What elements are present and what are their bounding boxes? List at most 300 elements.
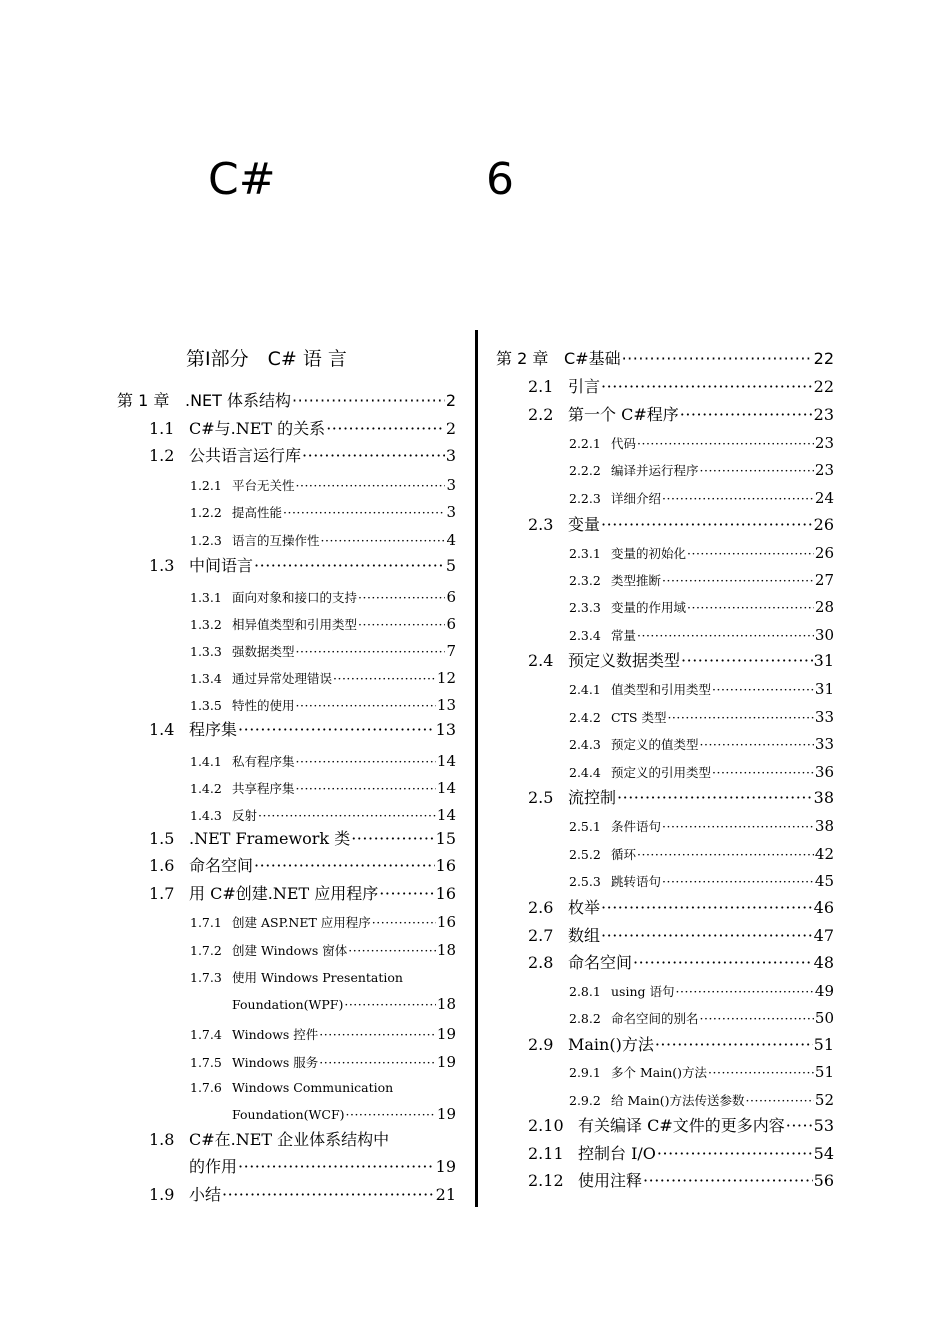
toc-leader-dots — [687, 601, 814, 615]
toc-entry-page: 26 — [814, 544, 834, 562]
toc-entry-number: 1.1 — [149, 419, 175, 438]
toc-entry-number: 1.3.5 — [190, 698, 222, 713]
toc-leader-dots — [601, 899, 813, 917]
toc-leader-dots — [321, 534, 446, 548]
toc-entry — [190, 589, 456, 606]
toc-entry-page: 16 — [435, 856, 456, 875]
toc-entry-title: .NET 体系结构 — [185, 391, 292, 410]
toc-entry-number: 1.4.1 — [190, 754, 222, 769]
toc-entry — [149, 830, 456, 848]
toc-entry-number: 1.7.5 — [190, 1055, 222, 1070]
toc-entry-title: 使用 Windows Presentation — [232, 970, 403, 985]
toc-entry-page: 48 — [813, 953, 834, 972]
toc-leader-dots — [292, 392, 445, 410]
toc-leader-dots — [712, 683, 814, 697]
toc-leader-dots — [326, 420, 445, 438]
toc-entry-number: 2.11 — [528, 1144, 564, 1163]
toc-entry — [528, 378, 834, 396]
toc-entry-page: 5 — [445, 556, 456, 575]
toc-leader-dots — [238, 1158, 435, 1176]
toc-entry-number: 1.3.1 — [190, 590, 222, 605]
toc-entry-title: 命名空间 — [189, 856, 254, 875]
toc-leader-dots — [622, 350, 813, 368]
toc-entry — [528, 899, 834, 917]
toc-leader-dots — [700, 464, 814, 478]
toc-leader-dots — [283, 506, 445, 520]
toc-entry-page: 14 — [436, 806, 456, 824]
toc-leader-dots — [700, 1012, 814, 1026]
toc-leader-dots — [700, 738, 814, 752]
toc-entry-title: Windows 控件 — [232, 1027, 319, 1042]
toc-entry-page: 53 — [813, 1116, 834, 1135]
toc-leader-dots — [351, 830, 434, 848]
toc-leader-dots — [746, 1094, 814, 1108]
toc-entry-page: 15 — [435, 829, 456, 848]
toc-entry-number: 2.7 — [528, 926, 554, 945]
toc-entry-number: 2.3 — [528, 515, 554, 534]
toc-entry-page: 31 — [814, 680, 834, 698]
toc-entry-page: 18 — [436, 941, 456, 959]
toc-entry-page: 22 — [813, 377, 834, 396]
toc-leader-dots — [296, 699, 436, 713]
toc-entry — [569, 572, 834, 589]
toc-entry — [528, 1036, 834, 1054]
toc-entry — [569, 435, 834, 452]
toc-entry-number: 1.3 — [149, 556, 175, 575]
toc-entry-page: 22 — [813, 349, 834, 368]
toc-entry — [190, 643, 456, 660]
toc-entry-number: 2.4 — [528, 651, 554, 670]
toc-entry-title: 有关编译 C#文件的更多内容 — [578, 1116, 785, 1135]
toc-entry-title: 预定义的引用类型 — [611, 765, 712, 780]
toc-entry-number: 1.4.3 — [190, 808, 222, 823]
toc-entry — [528, 406, 834, 424]
toc-leader-dots — [379, 885, 434, 903]
toc-entry-title: 引言 — [568, 377, 601, 396]
toc-entry-title: 条件语句 — [611, 819, 662, 834]
toc-entry-number: 2.2.2 — [569, 463, 601, 478]
toc-entry-page: 13 — [435, 720, 456, 739]
toc-leader-dots — [680, 406, 813, 424]
toc-entry-page: 12 — [436, 669, 456, 687]
toc-entry-number: 2.4.1 — [569, 682, 601, 697]
toc-leader-dots — [662, 574, 814, 588]
toc-entry-number: 1.3.2 — [190, 617, 222, 632]
toc-entry-number: 2.3.1 — [569, 546, 601, 561]
toc-entry-title: 给 Main()方法传送参数 — [611, 1093, 745, 1108]
toc-entry — [496, 350, 834, 368]
toc-entry-title: Foundation(WCF) — [232, 1107, 345, 1122]
toc-entry — [190, 1026, 456, 1043]
toc-entry-number: 2.1 — [528, 377, 554, 396]
toc-leader-dots — [358, 618, 445, 632]
toc-entry — [569, 873, 834, 890]
toc-entry-title: 反射 — [232, 808, 258, 823]
toc-entry-number: 2.9.1 — [569, 1065, 601, 1080]
toc-entry-title: 多个 Main()方法 — [611, 1065, 708, 1080]
toc-entry-title: 常量 — [611, 628, 637, 643]
toc-entry — [190, 914, 456, 931]
toc-entry-title: 公共语言运行库 — [189, 446, 302, 465]
toc-entry-title: 中间语言 — [189, 556, 254, 575]
toc-entry-number: 2.6 — [528, 898, 554, 917]
toc-entry — [528, 1145, 834, 1163]
toc-entry-title: 编译并运行程序 — [611, 463, 699, 478]
toc-entry-title: Foundation(WPF) — [232, 997, 344, 1012]
toc-leader-dots — [662, 820, 814, 834]
toc-entry-number: 2.3.2 — [569, 573, 601, 588]
toc-entry-title: 循环 — [611, 847, 637, 862]
toc-entry-number: 1.8 — [149, 1130, 175, 1149]
toc-entry — [569, 681, 834, 698]
toc-entry — [569, 764, 834, 781]
toc-entry — [569, 818, 834, 835]
toc-entry-page: 23 — [814, 461, 834, 479]
toc-leader-dots — [657, 1145, 813, 1163]
toc-entry-number: 2.3.4 — [569, 628, 601, 643]
toc-entry-page: 33 — [814, 708, 834, 726]
toc-entry-title: 相异值类型和引用类型 — [232, 617, 358, 632]
toc-entry — [528, 789, 834, 807]
toc-entry — [190, 1081, 456, 1095]
toc-entry-page: 19 — [436, 1053, 456, 1071]
toc-entry — [569, 709, 834, 726]
toc-entry-page: 51 — [814, 1063, 834, 1081]
toc-entry — [190, 753, 456, 770]
toc-entry — [149, 885, 456, 903]
toc-leader-dots — [296, 645, 446, 659]
toc-entry — [569, 846, 834, 863]
toc-entry-page: 16 — [436, 913, 456, 931]
toc-entry — [569, 490, 834, 507]
toc-entry — [149, 1186, 456, 1204]
toc-entry — [190, 807, 456, 824]
title-left: C# — [208, 154, 276, 205]
toc-entry — [149, 1131, 456, 1149]
toc-entry-title: 命名空间的别名 — [611, 1011, 699, 1026]
toc-entry — [149, 857, 456, 875]
toc-entry-title: 创建 ASP.NET 应用程序 — [232, 915, 371, 930]
toc-leader-dots — [296, 755, 436, 769]
toc-entry-page: 28 — [814, 598, 834, 616]
toc-entry — [528, 516, 834, 534]
toc-entry-page: 2 — [445, 419, 456, 438]
toc-entry — [190, 670, 456, 687]
toc-entry-number: 2.10 — [528, 1116, 564, 1135]
toc-entry-title: 变量的初始化 — [611, 546, 687, 561]
toc-entry-number: 1.2.2 — [190, 505, 222, 520]
toc-leader-dots — [601, 927, 813, 945]
toc-entry-number: 1.3.3 — [190, 644, 222, 659]
toc-entry-title: 枚举 — [568, 898, 601, 917]
toc-entry-page: 4 — [446, 531, 456, 549]
toc-entry-page: 27 — [814, 571, 834, 589]
toc-entry-number: 1.3.4 — [190, 671, 222, 686]
toc-leader-dots — [601, 378, 813, 396]
toc-leader-dots — [637, 848, 814, 862]
toc-entry — [190, 477, 456, 494]
toc-entry-page: 33 — [814, 735, 834, 753]
toc-entry — [149, 1158, 456, 1176]
toc-entry-title: C#与.NET 的关系 — [189, 419, 326, 438]
toc-entry-title: Windows Communication — [232, 1080, 394, 1095]
toc-leader-dots — [643, 1172, 813, 1190]
toc-entry-page: 6 — [446, 588, 456, 606]
toc-leader-dots — [296, 782, 436, 796]
toc-leader-dots — [617, 789, 813, 807]
toc-entry-page: 6 — [446, 615, 456, 633]
toc-leader-dots — [319, 1028, 436, 1042]
toc-entry-number: 2.2.1 — [569, 436, 601, 451]
toc-entry-number: 2.8.2 — [569, 1011, 601, 1026]
toc-leader-dots — [655, 1036, 813, 1054]
toc-entry-title: 的作用 — [189, 1157, 238, 1176]
toc-entry — [528, 652, 834, 670]
toc-entry-page: 30 — [814, 626, 834, 644]
toc-entry — [190, 697, 456, 714]
toc-entry-title: 值类型和引用类型 — [611, 682, 712, 697]
toc-entry-title: using 语句 — [611, 984, 675, 999]
toc-entry — [569, 1092, 834, 1109]
toc-entry-page: 31 — [813, 651, 834, 670]
toc-entry-title: 预定义数据类型 — [568, 651, 681, 670]
toc-entry-number: 第 1 章 — [117, 391, 170, 410]
toc-entry-page: 3 — [445, 446, 456, 465]
toc-entry — [190, 942, 456, 959]
toc-entry-title: 代码 — [611, 436, 637, 451]
toc-entry-number: 1.2 — [149, 446, 175, 465]
toc-entry-page: 23 — [814, 434, 834, 452]
toc-leader-dots — [346, 1108, 436, 1122]
toc-leader-dots — [258, 809, 436, 823]
toc-entry-number: 1.7 — [149, 884, 175, 903]
toc-leader-dots — [254, 857, 435, 875]
toc-entry-page: 18 — [436, 995, 456, 1013]
toc-leader-dots — [319, 1056, 436, 1070]
toc-entry-title: 类型推断 — [611, 573, 662, 588]
toc-leader-dots — [662, 492, 814, 506]
toc-entry-title: 用 C#创建.NET 应用程序 — [189, 884, 379, 903]
toc-entry-title: 通过异常处理错误 — [232, 671, 333, 686]
toc-entry-page: 3 — [446, 476, 456, 494]
toc-leader-dots — [786, 1117, 813, 1135]
toc-entry-number: 2.9 — [528, 1035, 554, 1054]
toc-entry-title: 跳转语句 — [611, 874, 662, 889]
toc-entry-title: 变量 — [568, 515, 601, 534]
toc-leader-dots — [687, 547, 814, 561]
toc-entry — [528, 927, 834, 945]
toc-entry — [190, 1106, 456, 1123]
toc-leader-dots — [222, 1186, 435, 1204]
toc-entry-page: 36 — [814, 763, 834, 781]
toc-entry — [149, 721, 456, 739]
toc-entry — [190, 504, 456, 521]
toc-entry-title: 语言的互操作性 — [232, 533, 320, 548]
toc-entry — [569, 983, 834, 1000]
toc-entry — [528, 954, 834, 972]
toc-entry-page: 56 — [813, 1171, 834, 1190]
toc-entry-number: 1.2.1 — [190, 478, 222, 493]
toc-entry-page: 52 — [814, 1091, 834, 1109]
part-heading: 第Ⅰ部分 C# 语 言 — [186, 348, 347, 370]
toc-entry-page: 54 — [813, 1144, 834, 1163]
toc-entry-page: 49 — [814, 982, 834, 1000]
toc-entry-number: 2.2 — [528, 405, 554, 424]
title-right: 6 — [486, 154, 514, 205]
toc-leader-dots — [676, 985, 814, 999]
toc-leader-dots — [333, 672, 436, 686]
toc-entry-page: 24 — [814, 489, 834, 507]
toc-entry-page: 16 — [435, 884, 456, 903]
toc-leader-dots — [358, 591, 445, 605]
toc-entry-page: 7 — [446, 642, 456, 660]
toc-entry-number: 1.7.2 — [190, 943, 222, 958]
toc-entry-title: 第一个 C#程序 — [568, 405, 679, 424]
toc-entry — [190, 971, 456, 985]
toc-entry-page: 45 — [814, 872, 834, 890]
toc-entry-page: 14 — [436, 779, 456, 797]
toc-entry-page: 26 — [813, 515, 834, 534]
toc-leader-dots — [708, 1066, 814, 1080]
toc-entry-page: 19 — [436, 1105, 456, 1123]
toc-entry-page: 47 — [813, 926, 834, 945]
toc-leader-dots — [667, 711, 813, 725]
toc-entry-title: 共享程序集 — [232, 781, 295, 796]
toc-entry — [149, 557, 456, 575]
toc-entry — [190, 1054, 456, 1071]
toc-entry-number: 第 2 章 — [496, 349, 549, 368]
toc-entry-number: 1.2.3 — [190, 533, 222, 548]
toc-entry-number: 2.8 — [528, 953, 554, 972]
toc-entry-title: 命名空间 — [568, 953, 633, 972]
toc-entry-number: 2.4.4 — [569, 765, 601, 780]
toc-entry-page: 42 — [814, 845, 834, 863]
toc-entry-number: 1.7.3 — [190, 970, 222, 985]
toc-entry-number: 2.12 — [528, 1171, 564, 1190]
toc-leader-dots — [254, 557, 445, 575]
toc-leader-dots — [681, 652, 813, 670]
toc-entry — [149, 447, 456, 465]
toc-leader-dots — [637, 437, 814, 451]
toc-entry — [190, 532, 456, 549]
toc-leader-dots — [712, 766, 814, 780]
toc-leader-dots — [662, 875, 814, 889]
toc-entry-number: 2.5.1 — [569, 819, 601, 834]
toc-entry — [190, 780, 456, 797]
toc-entry-page: 38 — [814, 817, 834, 835]
toc-leader-dots — [344, 998, 436, 1012]
toc-entry-page: 3 — [446, 503, 456, 521]
toc-leader-dots — [296, 479, 446, 493]
toc-entry-title: Main()方法 — [568, 1035, 654, 1054]
toc-leader-dots — [633, 954, 813, 972]
toc-entry-number: 2.5 — [528, 788, 554, 807]
toc-entry-title: 程序集 — [189, 720, 238, 739]
toc-entry — [528, 1117, 834, 1135]
toc-entry-number: 1.4 — [149, 720, 175, 739]
toc-entry — [569, 627, 834, 644]
toc-entry-title: 预定义的值类型 — [611, 737, 699, 752]
toc-entry-number: 2.9.2 — [569, 1093, 601, 1108]
toc-entry — [117, 392, 456, 410]
toc-entry-number: 1.4.2 — [190, 781, 222, 796]
toc-entry-number: 1.5 — [149, 829, 175, 848]
toc-entry-number: 1.7.1 — [190, 915, 222, 930]
toc-entry-page: 19 — [435, 1157, 456, 1176]
toc-entry — [190, 996, 456, 1013]
toc-entry-page: 38 — [813, 788, 834, 807]
toc-entry-title: 变量的作用域 — [611, 600, 687, 615]
toc-entry-number: 1.7.6 — [190, 1080, 222, 1095]
toc-entry — [149, 420, 456, 438]
toc-entry-page: 13 — [436, 696, 456, 714]
toc-entry-title: 提高性能 — [232, 505, 283, 520]
toc-entry-page: 46 — [813, 898, 834, 917]
toc-entry-title: 面向对象和接口的支持 — [232, 590, 358, 605]
toc-entry-title: 私有程序集 — [232, 754, 295, 769]
toc-entry — [569, 1064, 834, 1081]
toc-entry-number: 2.2.3 — [569, 491, 601, 506]
toc-entry-page: 19 — [436, 1025, 456, 1043]
toc-leader-dots — [238, 721, 435, 739]
toc-entry-number: 2.5.3 — [569, 874, 601, 889]
toc-leader-dots — [601, 516, 813, 534]
toc-entry-number: 2.3.3 — [569, 600, 601, 615]
toc-entry-number: 2.4.2 — [569, 710, 601, 725]
toc-entry-title: 小结 — [189, 1185, 222, 1204]
toc-entry-title: 使用注释 — [578, 1171, 643, 1190]
toc-entry-number: 1.7.4 — [190, 1027, 222, 1042]
toc-entry-title: .NET Framework 类 — [189, 829, 351, 848]
toc-leader-dots — [348, 944, 436, 958]
toc-entry-title: 流控制 — [568, 788, 617, 807]
toc-entry-page: 51 — [813, 1035, 834, 1054]
column-divider — [475, 330, 478, 1207]
toc-entry-title: 控制台 I/O — [578, 1144, 656, 1163]
toc-entry-page: 21 — [435, 1185, 456, 1204]
toc-entry-page: 23 — [813, 405, 834, 424]
toc-entry-number: 2.8.1 — [569, 984, 601, 999]
toc-leader-dots — [372, 916, 436, 930]
toc-leader-dots — [637, 629, 814, 643]
toc-entry-title: 强数据类型 — [232, 644, 295, 659]
toc-entry — [569, 1010, 834, 1027]
toc-entry-title: 特性的使用 — [232, 698, 295, 713]
toc-entry-title: 平台无关性 — [232, 478, 295, 493]
toc-entry-number: 2.4.3 — [569, 737, 601, 752]
toc-entry — [569, 545, 834, 562]
toc-entry-page: 50 — [814, 1009, 834, 1027]
toc-entry-title: CTS 类型 — [611, 710, 667, 725]
toc-entry — [569, 462, 834, 479]
toc-entry-page: 14 — [436, 752, 456, 770]
toc-entry-title: C#在.NET 企业体系结构中 — [189, 1130, 390, 1149]
toc-entry-number: 1.6 — [149, 856, 175, 875]
toc-entry-title: Windows 服务 — [232, 1055, 319, 1070]
toc-leader-dots — [302, 447, 445, 465]
toc-entry-number: 2.5.2 — [569, 847, 601, 862]
toc-entry — [190, 616, 456, 633]
toc-entry-title: 创建 Windows 窗体 — [232, 943, 348, 958]
toc-entry-page: 2 — [445, 391, 456, 410]
toc-entry-number: 1.9 — [149, 1185, 175, 1204]
toc-entry — [569, 599, 834, 616]
toc-entry-title: C#基础 — [564, 349, 621, 368]
toc-entry-title: 详细介绍 — [611, 491, 662, 506]
toc-entry — [528, 1172, 834, 1190]
toc-entry-title: 数组 — [568, 926, 601, 945]
toc-entry — [569, 736, 834, 753]
